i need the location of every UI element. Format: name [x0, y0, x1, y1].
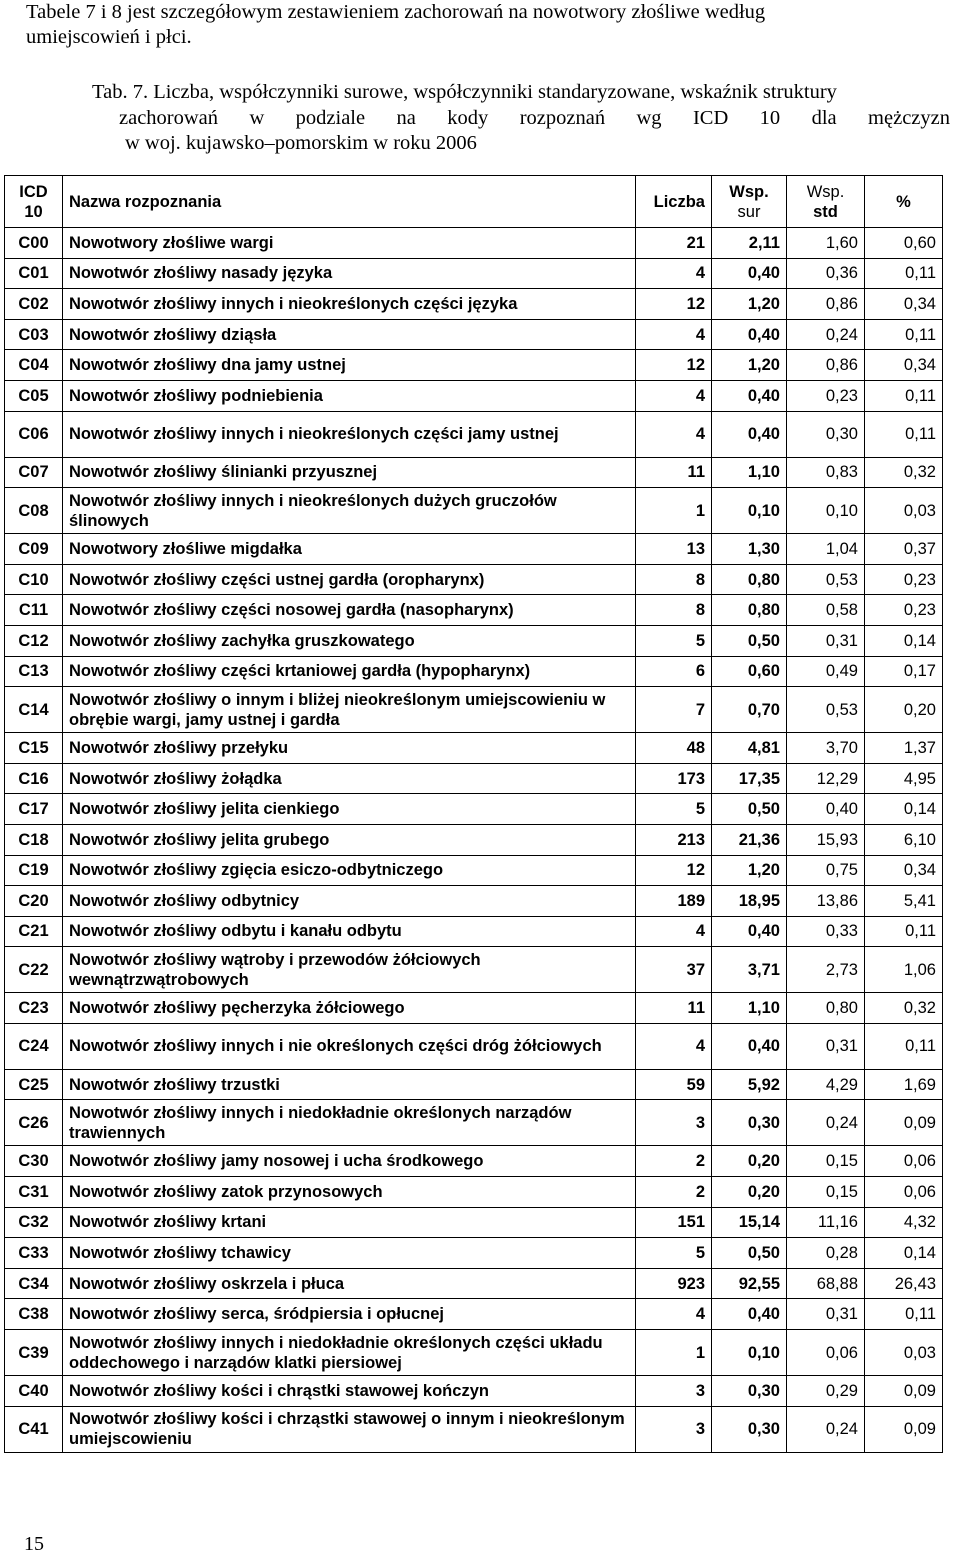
row-sur: 0,50 — [712, 794, 787, 825]
row-pct: 0,23 — [865, 564, 943, 595]
row-sur: 0,20 — [712, 1146, 787, 1177]
row-pct: 0,06 — [865, 1177, 943, 1208]
table-row — [5, 488, 943, 534]
row-name: Nowotwór złośliwy innych i nieokreślonych części języka — [63, 289, 636, 320]
row-name: Nowotwory złośliwe wargi — [63, 228, 636, 259]
row-std: 15,93 — [787, 824, 865, 855]
row-pct: 4,95 — [865, 763, 943, 794]
header-sur-line1: Wsp. — [729, 182, 769, 201]
row-code: C08 — [5, 488, 63, 534]
row-count: 48 — [636, 733, 712, 764]
row-name: Nowotwór złośliwy części krtaniowej gardła (hypopharynx) — [63, 656, 636, 687]
table-row — [5, 411, 943, 457]
row-pct: 5,41 — [865, 886, 943, 917]
row-sur: 4,81 — [712, 733, 787, 764]
row-code: C10 — [5, 564, 63, 595]
row-std: 0,10 — [787, 488, 865, 534]
row-count: 5 — [636, 625, 712, 656]
row-pct: 0,60 — [865, 228, 943, 259]
table-row — [5, 564, 943, 595]
row-std: 0,06 — [787, 1330, 865, 1376]
row-count: 21 — [636, 228, 712, 259]
row-name: Nowotwór złośliwy kości i chrząstki stawowej o innym i nieokreślonym umiejscowieniu — [63, 1406, 636, 1452]
row-pct: 0,32 — [865, 993, 943, 1024]
header-count: Liczba — [636, 176, 712, 228]
row-count: 2 — [636, 1146, 712, 1177]
row-pct: 0,11 — [865, 258, 943, 289]
row-std: 4,29 — [787, 1069, 865, 1100]
table-body — [5, 228, 943, 1453]
row-std: 0,30 — [787, 411, 865, 457]
row-count: 5 — [636, 794, 712, 825]
row-count: 4 — [636, 258, 712, 289]
row-name: Nowotwór złośliwy oskrzela i płuca — [63, 1268, 636, 1299]
row-code: C16 — [5, 763, 63, 794]
intro-line: umiejscowień i płci. — [26, 26, 192, 48]
header-pct: % — [865, 176, 943, 228]
table-row — [5, 625, 943, 656]
table-row — [5, 228, 943, 259]
row-code: C26 — [5, 1100, 63, 1146]
row-pct: 0,14 — [865, 794, 943, 825]
row-pct: 0,14 — [865, 1238, 943, 1269]
row-code: C20 — [5, 886, 63, 917]
row-pct: 0,09 — [865, 1376, 943, 1407]
row-std: 0,28 — [787, 1238, 865, 1269]
table-row — [5, 855, 943, 886]
row-sur: 3,71 — [712, 947, 787, 993]
row-name: Nowotwór złośliwy jelita cienkiego — [63, 794, 636, 825]
row-code: C01 — [5, 258, 63, 289]
row-code: C12 — [5, 625, 63, 656]
row-std: 0,86 — [787, 289, 865, 320]
row-count: 151 — [636, 1207, 712, 1238]
row-pct: 0,34 — [865, 350, 943, 381]
row-std: 0,53 — [787, 564, 865, 595]
row-name: Nowotwory złośliwe migdałka — [63, 534, 636, 565]
row-sur: 0,60 — [712, 656, 787, 687]
row-sur: 0,30 — [712, 1100, 787, 1146]
row-pct: 1,69 — [865, 1069, 943, 1100]
row-pct: 0,34 — [865, 855, 943, 886]
row-sur: 1,10 — [712, 457, 787, 488]
row-code: C39 — [5, 1330, 63, 1376]
row-std: 0,49 — [787, 656, 865, 687]
table-row — [5, 1330, 943, 1376]
row-pct: 0,06 — [865, 1146, 943, 1177]
table-row — [5, 1146, 943, 1177]
row-count: 7 — [636, 687, 712, 733]
row-sur: 0,40 — [712, 380, 787, 411]
row-code: C18 — [5, 824, 63, 855]
table-row — [5, 1069, 943, 1100]
caption-line: w woj. kujawsko–pomorskim w roku 2006 — [125, 132, 477, 154]
row-code: C00 — [5, 228, 63, 259]
row-std: 0,24 — [787, 1100, 865, 1146]
table-row — [5, 1376, 943, 1407]
row-count: 1 — [636, 488, 712, 534]
row-count: 11 — [636, 993, 712, 1024]
row-name: Nowotwór złośliwy zachyłka gruszkowatego — [63, 625, 636, 656]
row-pct: 0,11 — [865, 380, 943, 411]
table-caption — [92, 80, 950, 157]
row-sur: 0,50 — [712, 625, 787, 656]
row-sur: 0,40 — [712, 1299, 787, 1330]
row-sur: 17,35 — [712, 763, 787, 794]
row-name: Nowotwór złośliwy przełyku — [63, 733, 636, 764]
row-code: C11 — [5, 595, 63, 626]
row-code: C05 — [5, 380, 63, 411]
header-std-line1: Wsp. — [806, 182, 845, 201]
row-code: C22 — [5, 947, 63, 993]
row-pct: 0,03 — [865, 488, 943, 534]
row-pct: 1,06 — [865, 947, 943, 993]
incidence-table — [4, 175, 943, 1453]
row-code: C09 — [5, 534, 63, 565]
row-std: 0,23 — [787, 380, 865, 411]
row-code: C40 — [5, 1376, 63, 1407]
row-code: C33 — [5, 1238, 63, 1269]
row-name: Nowotwór złośliwy ślinianki przyusznej — [63, 457, 636, 488]
row-count: 4 — [636, 1299, 712, 1330]
table-row — [5, 1238, 943, 1269]
row-code: C14 — [5, 687, 63, 733]
row-code: C31 — [5, 1177, 63, 1208]
row-pct: 26,43 — [865, 1268, 943, 1299]
row-count: 1 — [636, 1330, 712, 1376]
row-name: Nowotwór złośliwy innych i niedokładnie określonych części układu oddechowego i narządów klatki piersiowej — [63, 1330, 636, 1376]
row-sur: 1,20 — [712, 350, 787, 381]
row-name: Nowotwór złośliwy zatok przynosowych — [63, 1177, 636, 1208]
row-name: Nowotwór złośliwy trzustki — [63, 1069, 636, 1100]
row-sur: 0,20 — [712, 1177, 787, 1208]
row-count: 213 — [636, 824, 712, 855]
row-count: 3 — [636, 1406, 712, 1452]
row-sur: 21,36 — [712, 824, 787, 855]
row-count: 8 — [636, 595, 712, 626]
row-pct: 0,11 — [865, 411, 943, 457]
row-pct: 0,09 — [865, 1406, 943, 1452]
row-name: Nowotwór złośliwy jelita grubego — [63, 824, 636, 855]
table-row — [5, 947, 943, 993]
row-std: 0,31 — [787, 625, 865, 656]
row-std: 0,29 — [787, 1376, 865, 1407]
row-name: Nowotwór złośliwy nasady języka — [63, 258, 636, 289]
row-name: Nowotwór złośliwy innych i niedokładnie określonych narządów trawiennych — [63, 1100, 636, 1146]
row-std: 0,86 — [787, 350, 865, 381]
table-row — [5, 656, 943, 687]
row-code: C30 — [5, 1146, 63, 1177]
row-std: 1,60 — [787, 228, 865, 259]
row-code: C38 — [5, 1299, 63, 1330]
row-sur: 0,10 — [712, 488, 787, 534]
row-sur: 5,92 — [712, 1069, 787, 1100]
row-sur: 0,40 — [712, 1023, 787, 1069]
row-count: 59 — [636, 1069, 712, 1100]
row-code: C15 — [5, 733, 63, 764]
intro-line: Tabele 7 i 8 jest szczegółowym zestawieniem zachorowań na nowotwory złośliwe według — [26, 1, 766, 23]
table-row — [5, 794, 943, 825]
header-std — [787, 176, 865, 228]
row-pct: 6,10 — [865, 824, 943, 855]
intro-paragraph — [26, 0, 946, 50]
table-row — [5, 258, 943, 289]
row-std: 12,29 — [787, 763, 865, 794]
table-header-row — [5, 176, 943, 228]
row-sur: 0,10 — [712, 1330, 787, 1376]
row-std: 3,70 — [787, 733, 865, 764]
table-row — [5, 1207, 943, 1238]
row-code: C04 — [5, 350, 63, 381]
row-count: 4 — [636, 916, 712, 947]
table-row — [5, 824, 943, 855]
row-name: Nowotwór złośliwy odbytu i kanału odbytu — [63, 916, 636, 947]
row-count: 2 — [636, 1177, 712, 1208]
row-name: Nowotwór złośliwy części ustnej gardła (oropharynx) — [63, 564, 636, 595]
table-row — [5, 350, 943, 381]
row-count: 6 — [636, 656, 712, 687]
row-sur: 1,30 — [712, 534, 787, 565]
row-std: 0,58 — [787, 595, 865, 626]
header-sur-line2: sur — [737, 202, 761, 221]
row-pct: 0,03 — [865, 1330, 943, 1376]
row-code: C32 — [5, 1207, 63, 1238]
row-std: 2,73 — [787, 947, 865, 993]
row-std: 68,88 — [787, 1268, 865, 1299]
row-std: 0,75 — [787, 855, 865, 886]
row-count: 37 — [636, 947, 712, 993]
table-row — [5, 1100, 943, 1146]
table-row — [5, 534, 943, 565]
row-name: Nowotwór złośliwy tchawicy — [63, 1238, 636, 1269]
table-row — [5, 1177, 943, 1208]
header-icd-line2: 10 — [24, 202, 43, 221]
row-std: 0,53 — [787, 687, 865, 733]
row-pct: 1,37 — [865, 733, 943, 764]
row-pct: 0,11 — [865, 916, 943, 947]
row-sur: 15,14 — [712, 1207, 787, 1238]
row-pct: 0,11 — [865, 1299, 943, 1330]
row-name: Nowotwór złośliwy dna jamy ustnej — [63, 350, 636, 381]
row-count: 4 — [636, 411, 712, 457]
row-name: Nowotwór złośliwy dziąsła — [63, 319, 636, 350]
row-count: 4 — [636, 1023, 712, 1069]
row-name: Nowotwór złośliwy żołądka — [63, 763, 636, 794]
table-row — [5, 1268, 943, 1299]
row-pct: 0,11 — [865, 319, 943, 350]
row-sur: 0,40 — [712, 258, 787, 289]
row-pct: 0,20 — [865, 687, 943, 733]
row-count: 13 — [636, 534, 712, 565]
table-row — [5, 319, 943, 350]
table-row — [5, 733, 943, 764]
table-row — [5, 1299, 943, 1330]
row-name: Nowotwór złośliwy o innym i bliżej nieokreślonym umiejscowieniu w obrębie wargi, jamy ustnej i gardła — [63, 687, 636, 733]
row-sur: 92,55 — [712, 1268, 787, 1299]
row-name: Nowotwór złośliwy podniebienia — [63, 380, 636, 411]
row-pct: 0,17 — [865, 656, 943, 687]
row-name: Nowotwór złośliwy innych i nieokreślonych części jamy ustnej — [63, 411, 636, 457]
row-code: C02 — [5, 289, 63, 320]
row-name: Nowotwór złośliwy innych i nieokreślonych dużych gruczołów ślinowych — [63, 488, 636, 534]
table-row — [5, 457, 943, 488]
header-std-line2: std — [813, 202, 838, 221]
row-name: Nowotwór złośliwy części nosowej gardła (nasopharynx) — [63, 595, 636, 626]
row-sur: 0,40 — [712, 319, 787, 350]
row-sur: 0,80 — [712, 595, 787, 626]
table-row — [5, 1406, 943, 1452]
row-sur: 1,10 — [712, 993, 787, 1024]
row-code: C34 — [5, 1268, 63, 1299]
row-count: 3 — [636, 1100, 712, 1146]
row-std: 0,24 — [787, 319, 865, 350]
row-name: Nowotwór złośliwy serca, śródpiersia i opłucnej — [63, 1299, 636, 1330]
row-std: 13,86 — [787, 886, 865, 917]
row-name: Nowotwór złośliwy innych i nie określonych części dróg żółciowych — [63, 1023, 636, 1069]
row-count: 923 — [636, 1268, 712, 1299]
row-sur: 0,70 — [712, 687, 787, 733]
row-count: 5 — [636, 1238, 712, 1269]
row-pct: 0,32 — [865, 457, 943, 488]
row-code: C23 — [5, 993, 63, 1024]
row-std: 0,36 — [787, 258, 865, 289]
header-icd — [5, 176, 63, 228]
header-name: Nazwa rozpoznania — [63, 176, 636, 228]
table-row — [5, 595, 943, 626]
row-pct: 0,14 — [865, 625, 943, 656]
table-row — [5, 289, 943, 320]
row-code: C19 — [5, 855, 63, 886]
row-count: 12 — [636, 289, 712, 320]
row-count: 173 — [636, 763, 712, 794]
row-sur: 0,40 — [712, 411, 787, 457]
row-name: Nowotwór złośliwy zgięcia esiczo-odbytniczego — [63, 855, 636, 886]
row-count: 12 — [636, 855, 712, 886]
table-row — [5, 886, 943, 917]
row-code: C13 — [5, 656, 63, 687]
row-code: C03 — [5, 319, 63, 350]
row-name: Nowotwór złośliwy pęcherzyka żółciowego — [63, 993, 636, 1024]
row-std: 0,40 — [787, 794, 865, 825]
page-number: 15 — [24, 1533, 44, 1555]
table-row — [5, 993, 943, 1024]
row-count: 3 — [636, 1376, 712, 1407]
row-std: 0,24 — [787, 1406, 865, 1452]
row-count: 4 — [636, 319, 712, 350]
table-row — [5, 916, 943, 947]
row-count: 4 — [636, 380, 712, 411]
row-count: 8 — [636, 564, 712, 595]
row-name: Nowotwór złośliwy odbytnicy — [63, 886, 636, 917]
row-sur: 1,20 — [712, 855, 787, 886]
row-sur: 0,40 — [712, 916, 787, 947]
row-code: C07 — [5, 457, 63, 488]
row-sur: 0,30 — [712, 1376, 787, 1407]
row-sur: 1,20 — [712, 289, 787, 320]
row-code: C41 — [5, 1406, 63, 1452]
row-std: 0,31 — [787, 1299, 865, 1330]
row-name: Nowotwór złośliwy jamy nosowej i ucha środkowego — [63, 1146, 636, 1177]
row-std: 0,33 — [787, 916, 865, 947]
row-name: Nowotwór złośliwy kości i chrąstki stawowej kończyn — [63, 1376, 636, 1407]
caption-line: Tab. 7. Liczba, współczynniki surowe, współczynniki standaryzowane, wskaźnik struktury — [92, 81, 837, 103]
row-sur: 0,50 — [712, 1238, 787, 1269]
row-std: 0,15 — [787, 1146, 865, 1177]
row-pct: 4,32 — [865, 1207, 943, 1238]
row-std: 1,04 — [787, 534, 865, 565]
row-code: C24 — [5, 1023, 63, 1069]
row-code: C17 — [5, 794, 63, 825]
row-sur: 0,80 — [712, 564, 787, 595]
table-row — [5, 1023, 943, 1069]
table-row — [5, 687, 943, 733]
row-count: 12 — [636, 350, 712, 381]
row-sur: 18,95 — [712, 886, 787, 917]
row-code: C21 — [5, 916, 63, 947]
table-row — [5, 763, 943, 794]
table-row — [5, 380, 943, 411]
row-code: C06 — [5, 411, 63, 457]
row-std: 0,31 — [787, 1023, 865, 1069]
row-std: 0,80 — [787, 993, 865, 1024]
row-std: 0,83 — [787, 457, 865, 488]
row-pct: 0,09 — [865, 1100, 943, 1146]
row-count: 189 — [636, 886, 712, 917]
row-count: 11 — [636, 457, 712, 488]
row-pct: 0,34 — [865, 289, 943, 320]
row-std: 11,16 — [787, 1207, 865, 1238]
row-name: Nowotwór złośliwy wątroby i przewodów żółciowych wewnątrzwątrobowych — [63, 947, 636, 993]
row-sur: 0,30 — [712, 1406, 787, 1452]
row-std: 0,15 — [787, 1177, 865, 1208]
row-name: Nowotwór złośliwy krtani — [63, 1207, 636, 1238]
row-code: C25 — [5, 1069, 63, 1100]
header-icd-line1: ICD — [19, 182, 48, 201]
row-sur: 2,11 — [712, 228, 787, 259]
row-pct: 0,23 — [865, 595, 943, 626]
header-sur — [712, 176, 787, 228]
row-pct: 0,37 — [865, 534, 943, 565]
caption-line: zachorowań w podziale na kody rozpoznań wg ICD 10 dla mężczyzn — [119, 106, 950, 129]
row-pct: 0,11 — [865, 1023, 943, 1069]
